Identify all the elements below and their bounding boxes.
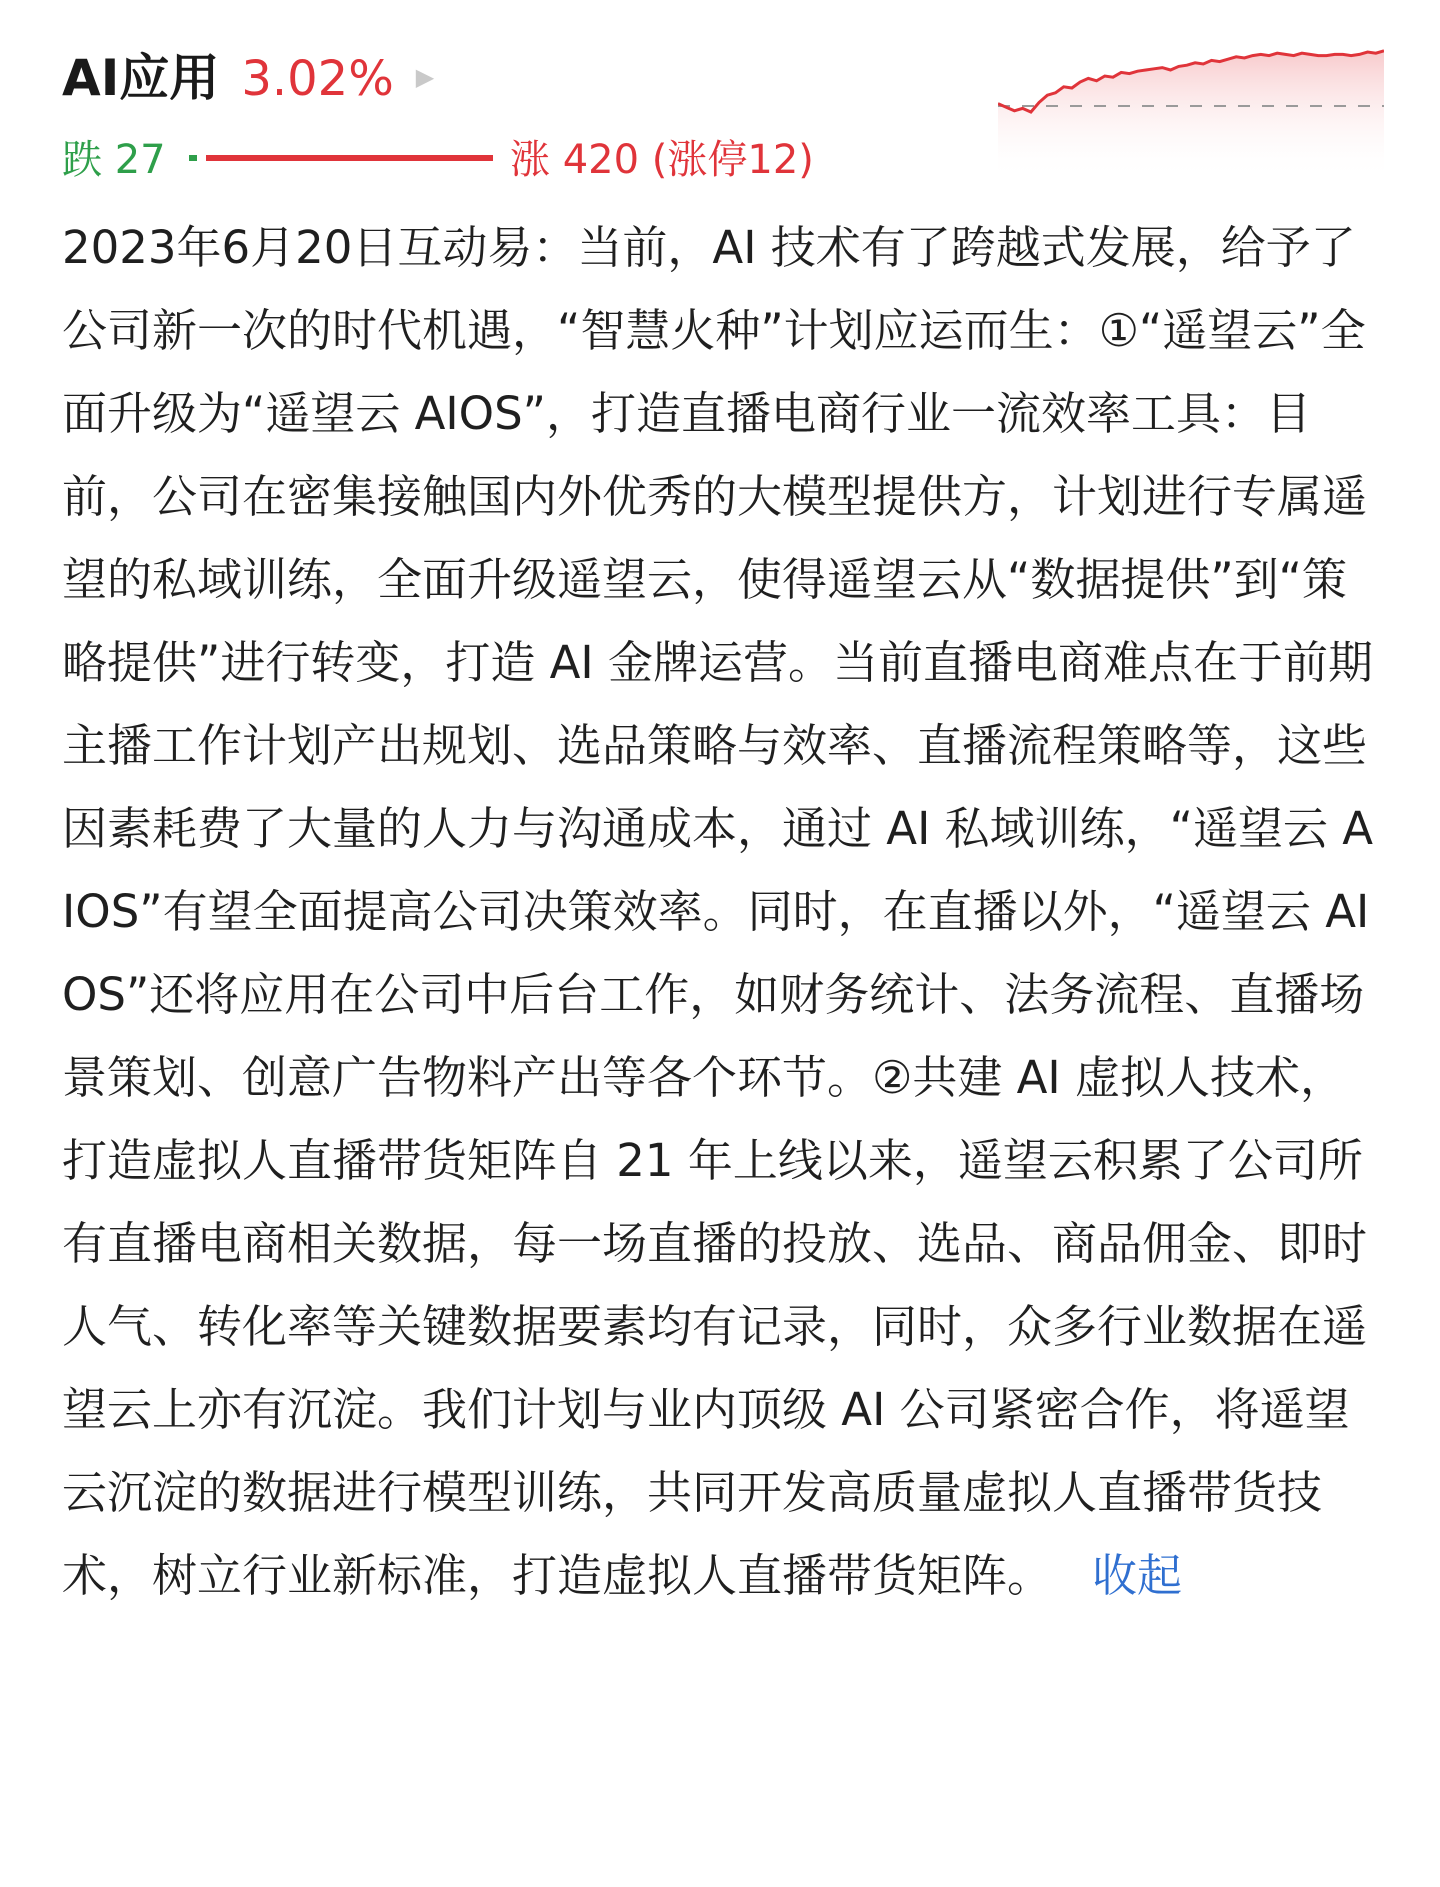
decliners-bar bbox=[189, 155, 197, 161]
decliners-count: 跌 27 bbox=[62, 137, 166, 183]
advancers-count: 涨 420 (涨停12) bbox=[510, 137, 814, 183]
sector-title-row[interactable] bbox=[62, 38, 434, 110]
intraday-area-fill bbox=[998, 51, 1384, 180]
article-body bbox=[62, 206, 1382, 1617]
advancers-bar bbox=[206, 155, 493, 161]
play-triangle-icon[interactable]: ▶ bbox=[415, 63, 435, 91]
advance-decline-bar bbox=[62, 128, 814, 188]
intraday-mini-chart[interactable] bbox=[998, 40, 1384, 180]
sector-name[interactable]: AI应用 bbox=[62, 49, 220, 107]
collapse-link[interactable]: 收起 bbox=[1092, 1549, 1183, 1602]
article-text: 2023年6月20日互动易：当前，AI 技术有了跨越式发展，给予了公司新一次的时代机遇，“智慧火种”计划应运而生：①“遥望云”全面升级为“遥望云 AIOS”，打造直播电商行业一流效率工具：目前，公司在密集接触国内外优秀的大模型提供方，计划进行专属遥望的私域训练，全面升级遥望云，使得遥望云从“数据提供”到“策略提供”进行转变，打造 AI 金牌运营。当前直播电商难点在于前期主播工作计划产出规划、选品策略与效率、直播流程策略等，这些因素耗费了大量的人力与沟通成本，通过 AI 私域训练，“遥望云 AIOS”有望全面提高公司决策效率。同时，在直播以外，“遥望云 AIOS”还将应用在公司中后台工作，如财务统计、法务流程、直播场景策划、创意广告物料产出等各个环节。②共建 AI 虚拟人技术，打造虚拟人直播带货矩阵自 21 年上线以来，遥望云积累了公司所有直播电商相关数据，每一场直播的投放、选品、商品佣金、即时人气、转化率等关键数据要素均有记录，同时，众多行业数据在遥望云上亦有沉淀。我们计划与业内顶级 AI 公司紧密合作，将遥望云沉淀的数据进行模型训练，共同开发高质量虚拟人直播带货技术，树立行业新标准，打造虚拟人直播带货矩阵。 bbox=[62, 221, 1374, 1602]
sector-change-percent: 3.02% bbox=[241, 51, 394, 107]
